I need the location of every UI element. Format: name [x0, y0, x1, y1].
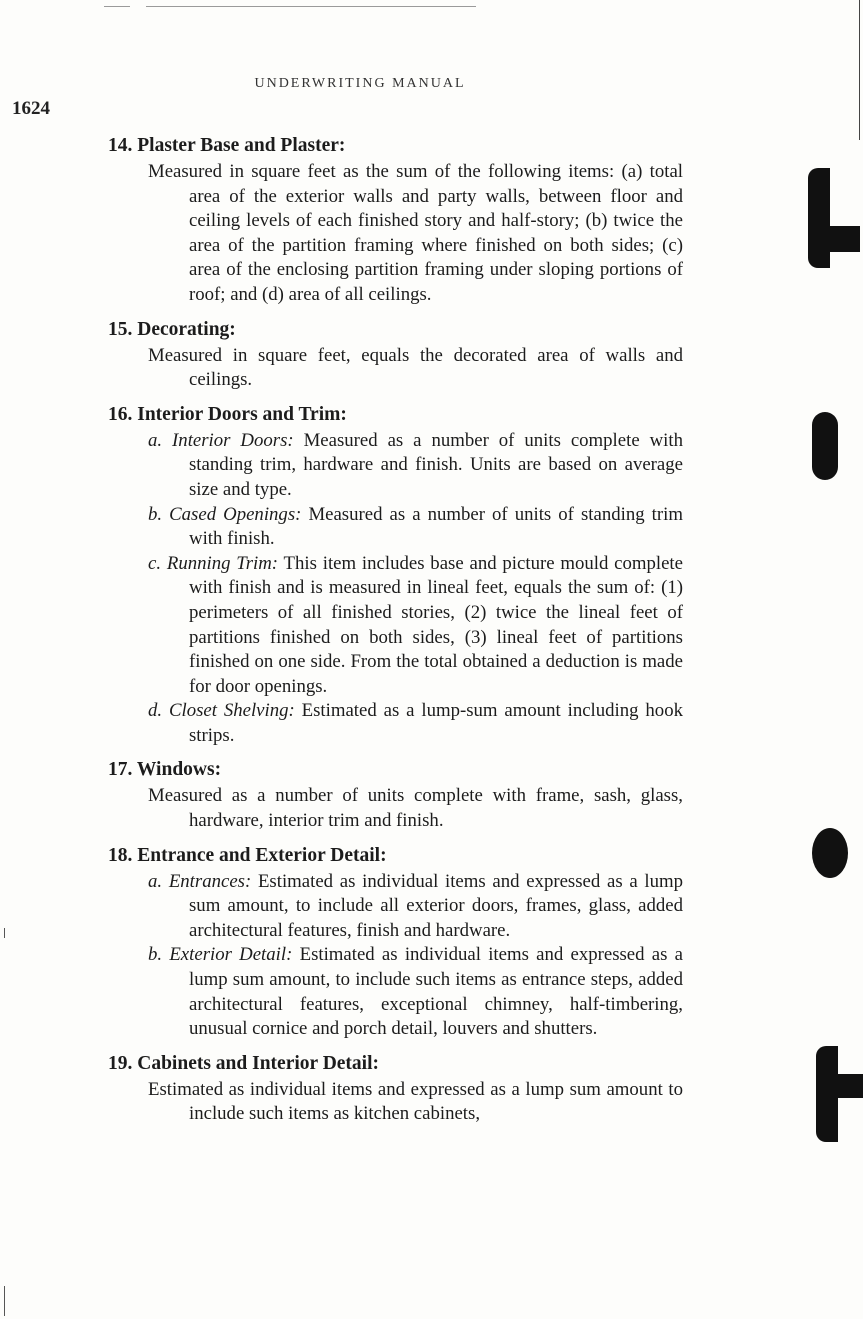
- sub-item-title: Cased Openings:: [169, 503, 302, 525]
- section-paragraph: Estimated as individual items and expressed as a lump sum amount to include such items as kitchen cabinets,: [148, 1078, 683, 1125]
- section-heading: [108, 844, 683, 868]
- section-16: [108, 403, 683, 749]
- section-heading: [108, 1052, 683, 1076]
- section-title: Decorating:: [137, 318, 236, 340]
- sub-item: [108, 429, 683, 503]
- section-heading: [108, 318, 683, 342]
- section-title: Cabinets and Interior Detail:: [137, 1052, 380, 1074]
- page-content: [108, 134, 683, 1137]
- section-title: Windows:: [136, 759, 222, 781]
- section-19: [108, 1052, 683, 1127]
- thumb-index-mark: [808, 168, 830, 268]
- sub-item: [108, 503, 683, 552]
- thumb-index-mark: [812, 412, 838, 480]
- section-number: 15.: [108, 318, 133, 340]
- sub-item: [108, 552, 683, 700]
- section-number: 17.: [108, 759, 133, 781]
- section-paragraph: Measured in square feet, equals the decorated area of walls and ceilings.: [148, 344, 683, 391]
- top-rule-segment: [146, 6, 476, 7]
- page-edge-line: [859, 0, 860, 140]
- sub-item-text: Measured as a number of units of standing trim with finish.: [189, 503, 683, 550]
- section-17: [108, 758, 683, 833]
- thumb-index-mark: [826, 226, 860, 252]
- section-18: [108, 844, 683, 1042]
- section-heading: [108, 403, 683, 427]
- section-number: 19.: [108, 1052, 133, 1074]
- thumb-index-mark: [812, 828, 848, 878]
- sub-item: [108, 699, 683, 748]
- sub-item-label: c.: [148, 552, 162, 574]
- sub-item-label: a.: [148, 870, 163, 892]
- section-number: 14.: [108, 135, 133, 156]
- section-title: Interior Doors and Trim:: [137, 403, 347, 425]
- section-14: [108, 134, 683, 308]
- running-head: UNDERWRITING MANUAL: [254, 76, 466, 91]
- section-paragraph: Measured as a number of units complete with frame, sash, glass, hardware, interior trim and finish.: [148, 785, 683, 832]
- sub-item-text: This item includes base and picture mould complete with finish and is measured in lineal feet, equals the sum of: (1) perimeters of all finished stories, (2) twice the lineal feet of partitions finished on both sides, (3) lineal feet of partitions finished on one side. From the total obtained a deduction is made for door openings.: [189, 552, 683, 697]
- section-heading: [108, 758, 683, 782]
- sub-item: [108, 943, 683, 1041]
- sub-item-text: Estimated as a lump-sum amount including hook strips.: [189, 700, 683, 746]
- sub-item-label: b.: [148, 944, 163, 966]
- sub-item-text: Estimated as individual items and expressed as a lump sum amount, to include such items as entrance steps, added architectural features, exceptional chimney, half-timbering, unusual cornice and porch detail, louvers and shutters.: [189, 944, 683, 1040]
- section-number: 18.: [108, 844, 133, 866]
- thumb-index-mark: [832, 1074, 863, 1098]
- sub-item-title: Interior Doors:: [172, 429, 294, 451]
- scan-speck: [4, 1286, 5, 1316]
- section-15: [108, 318, 683, 393]
- page-number: 1624: [12, 98, 50, 119]
- section-title: Plaster Base and Plaster:: [137, 135, 346, 156]
- sub-item-label: a.: [148, 429, 163, 451]
- section-number: 16.: [108, 403, 133, 425]
- section-paragraph: Measured in square feet as the sum of the following items: (a) total area of the exterior walls and party walls, between floor and ceiling levels of each finished story and half-story; (b) twice the area of the partition framing where finished on both sides; (c) area of the enclosing partition framing under sloping portions of roof; and (d) area of all ceilings.: [148, 161, 683, 305]
- sub-item-title: Exterior Detail:: [169, 944, 293, 966]
- top-rule-segment: [104, 6, 130, 7]
- sub-item-text: Measured as a number of units complete with standing trim, hardware and finish. Units are based on average size and type.: [189, 429, 683, 500]
- scan-speck: [4, 928, 5, 938]
- sub-item-title: Closet Shelving:: [168, 700, 295, 722]
- section-title: Entrance and Exterior Detail:: [137, 844, 387, 866]
- sub-item-text: Estimated as individual items and expressed as a lump sum amount, to include all exterior doors, frames, glass, added architectural features, finish and hardware.: [189, 870, 683, 941]
- sub-item-label: b.: [148, 503, 163, 525]
- sub-item: [108, 870, 683, 944]
- sub-item-label: d.: [148, 700, 163, 722]
- sub-item-title: Entrances:: [168, 870, 252, 892]
- sub-item-title: Running Trim:: [166, 552, 279, 574]
- section-heading: [108, 134, 683, 158]
